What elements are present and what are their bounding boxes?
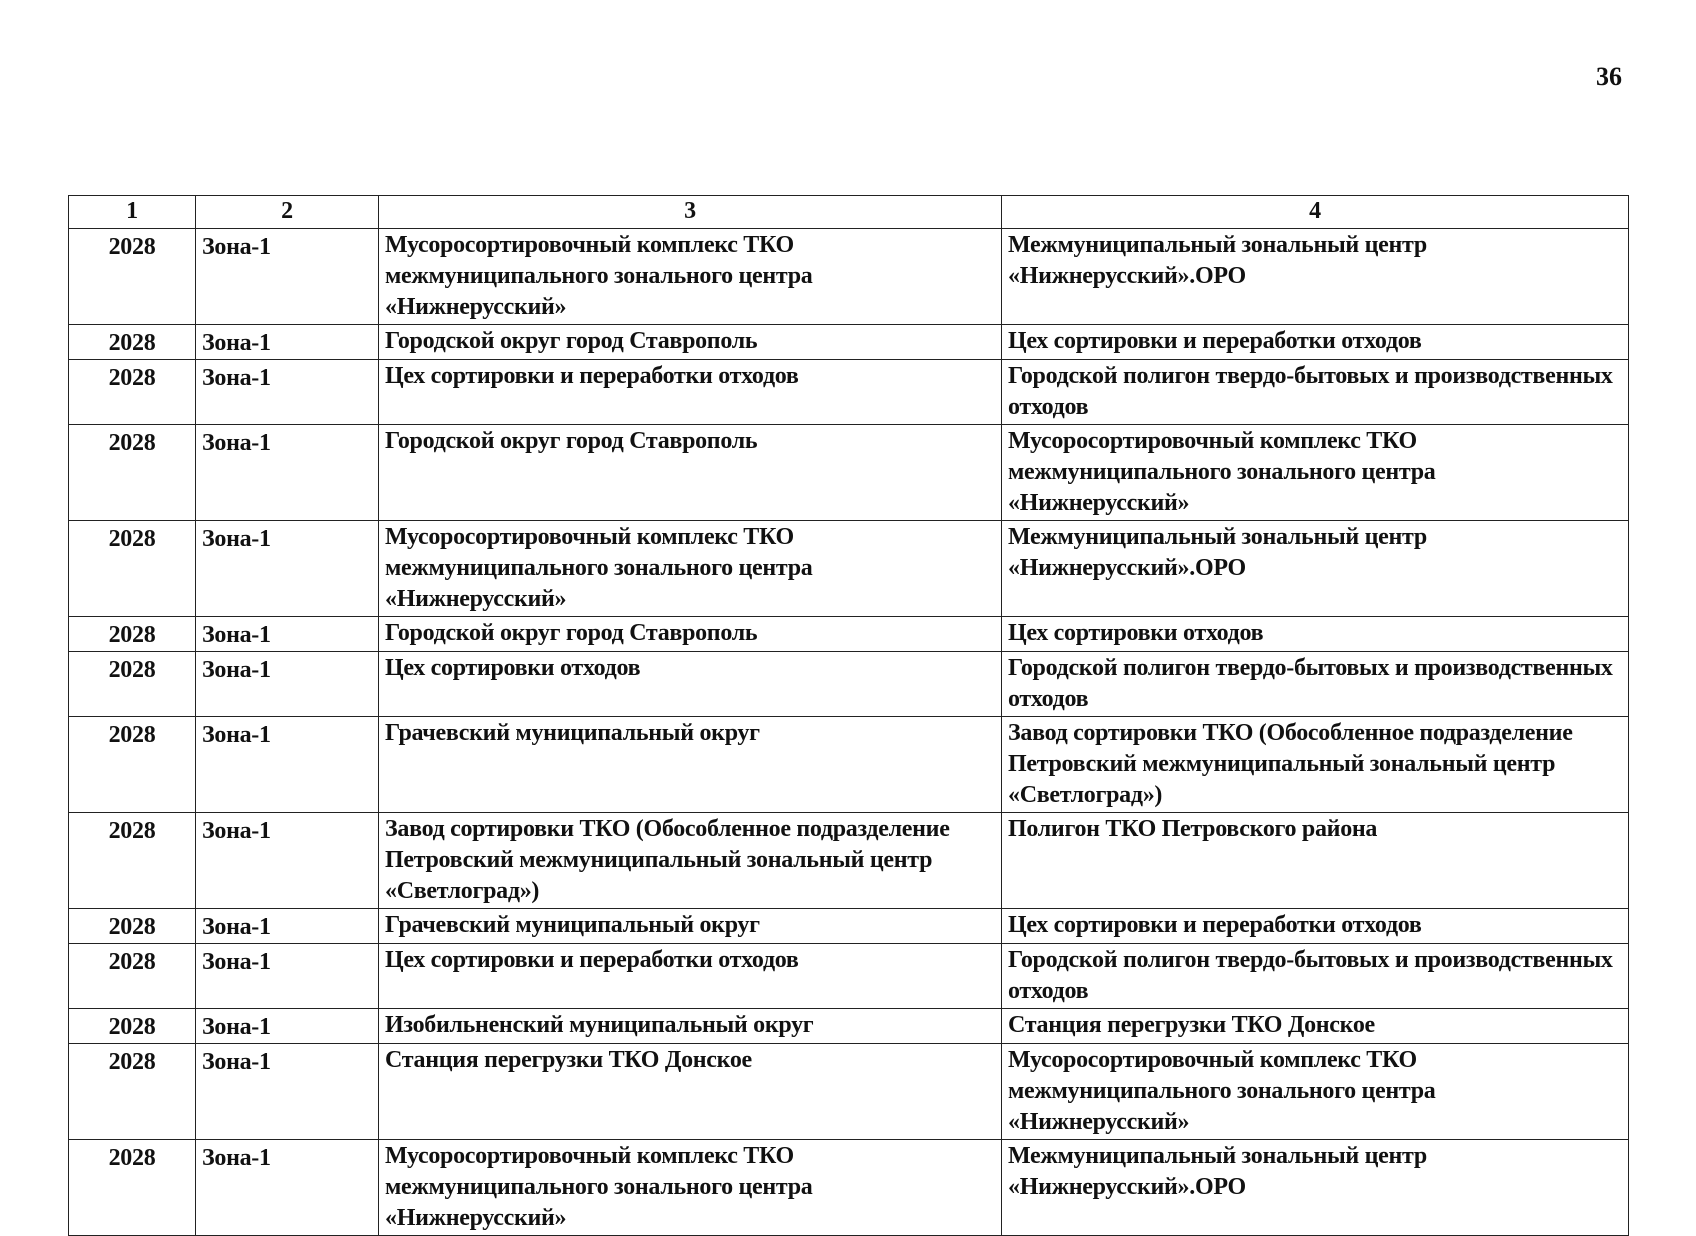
zone-cell: Зона-1 (196, 229, 379, 325)
zone-cell: Зона-1 (196, 425, 379, 521)
year-cell: 2028 (69, 425, 196, 521)
source-cell: Цех сортировки и переработки отходов (379, 944, 1002, 1009)
source-cell: Грачевский муниципальный округ (379, 717, 1002, 813)
source-cell: Мусоросортировочный комплекс ТКО межмуниципального зонального центра «Нижнерусский» (379, 1140, 1002, 1236)
year-cell: 2028 (69, 325, 196, 360)
destination-cell: Цех сортировки и переработки отходов (1002, 909, 1629, 944)
zone-cell: Зона-1 (196, 325, 379, 360)
zone-cell: Зона-1 (196, 909, 379, 944)
year-cell: 2028 (69, 1044, 196, 1140)
year-cell: 2028 (69, 909, 196, 944)
zone-cell: Зона-1 (196, 1140, 379, 1236)
zone-cell: Зона-1 (196, 521, 379, 617)
table-row (69, 652, 1629, 717)
source-cell: Городской округ город Ставрополь (379, 425, 1002, 521)
source-cell: Городской округ город Ставрополь (379, 617, 1002, 652)
table-row (69, 813, 1629, 909)
column-header-3: 3 (379, 196, 1002, 229)
header-row (69, 196, 1629, 229)
zone-cell: Зона-1 (196, 360, 379, 425)
source-cell: Станция перегрузки ТКО Донское (379, 1044, 1002, 1140)
source-cell: Грачевский муниципальный округ (379, 909, 1002, 944)
page-number: 36 (1596, 62, 1622, 91)
table-row (69, 325, 1629, 360)
table-row (69, 717, 1629, 813)
zone-cell: Зона-1 (196, 617, 379, 652)
table-row (69, 909, 1629, 944)
table-row (69, 1044, 1629, 1140)
destination-cell: Мусоросортировочный комплекс ТКО межмуниципального зонального центра «Нижнерусский» (1002, 1044, 1629, 1140)
waste-flow-table (68, 195, 1629, 1236)
year-cell: 2028 (69, 617, 196, 652)
source-cell: Завод сортировки ТКО (Обособленное подразделение Петровский межмуниципальный зональный центр «Светлоград») (379, 813, 1002, 909)
destination-cell: Завод сортировки ТКО (Обособленное подразделение Петровский межмуниципальный зональный центр «Светлоград») (1002, 717, 1629, 813)
destination-cell: Полигон ТКО Петровского района (1002, 813, 1629, 909)
source-cell: Изобильненский муниципальный округ (379, 1009, 1002, 1044)
destination-cell: Мусоросортировочный комплекс ТКО межмуниципального зонального центра «Нижнерусский» (1002, 425, 1629, 521)
source-cell: Мусоросортировочный комплекс ТКО межмуниципального зонального центра «Нижнерусский» (379, 229, 1002, 325)
zone-cell: Зона-1 (196, 652, 379, 717)
destination-cell: Межмуниципальный зональный центр «Нижнерусский».ОРО (1002, 1140, 1629, 1236)
zone-cell: Зона-1 (196, 1044, 379, 1140)
source-cell: Мусоросортировочный комплекс ТКО межмуниципального зонального центра «Нижнерусский» (379, 521, 1002, 617)
table-row (69, 944, 1629, 1009)
zone-cell: Зона-1 (196, 717, 379, 813)
source-cell: Городской округ город Ставрополь (379, 325, 1002, 360)
year-cell: 2028 (69, 1009, 196, 1044)
column-header-4: 4 (1002, 196, 1629, 229)
destination-cell: Станция перегрузки ТКО Донское (1002, 1009, 1629, 1044)
destination-cell: Цех сортировки и переработки отходов (1002, 325, 1629, 360)
source-cell: Цех сортировки отходов (379, 652, 1002, 717)
table-row (69, 1140, 1629, 1236)
table-row (69, 617, 1629, 652)
table-row (69, 521, 1629, 617)
year-cell: 2028 (69, 1140, 196, 1236)
table-row (69, 1009, 1629, 1044)
year-cell: 2028 (69, 813, 196, 909)
destination-cell: Цех сортировки отходов (1002, 617, 1629, 652)
destination-cell: Городской полигон твердо-бытовых и производственных отходов (1002, 360, 1629, 425)
destination-cell: Городской полигон твердо-бытовых и производственных отходов (1002, 652, 1629, 717)
destination-cell: Межмуниципальный зональный центр «Нижнерусский».ОРО (1002, 229, 1629, 325)
year-cell: 2028 (69, 652, 196, 717)
year-cell: 2028 (69, 717, 196, 813)
column-header-1: 1 (69, 196, 196, 229)
destination-cell: Межмуниципальный зональный центр «Нижнерусский».ОРО (1002, 521, 1629, 617)
column-header-2: 2 (196, 196, 379, 229)
year-cell: 2028 (69, 521, 196, 617)
table-row (69, 360, 1629, 425)
year-cell: 2028 (69, 944, 196, 1009)
year-cell: 2028 (69, 360, 196, 425)
year-cell: 2028 (69, 229, 196, 325)
zone-cell: Зона-1 (196, 813, 379, 909)
source-cell: Цех сортировки и переработки отходов (379, 360, 1002, 425)
table-row (69, 229, 1629, 325)
table-row (69, 425, 1629, 521)
zone-cell: Зона-1 (196, 944, 379, 1009)
destination-cell: Городской полигон твердо-бытовых и производственных отходов (1002, 944, 1629, 1009)
zone-cell: Зона-1 (196, 1009, 379, 1044)
